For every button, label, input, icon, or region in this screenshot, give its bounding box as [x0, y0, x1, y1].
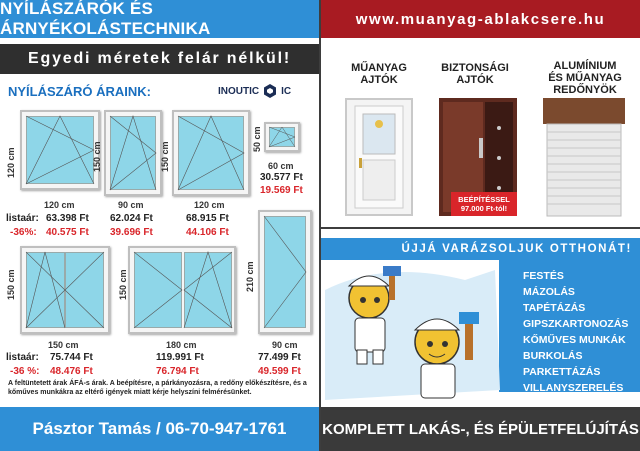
product-title-security-doors — [433, 62, 517, 86]
painter-mascots-image — [325, 250, 525, 400]
window-opening-lines — [174, 112, 248, 194]
left-subheader: Egyedi méretek felár nélkül! — [0, 44, 319, 74]
brand-ic: IC — [281, 85, 292, 97]
height-label: 120 cm — [6, 147, 16, 178]
price-list: 119.991 Ft — [156, 352, 204, 363]
mascot-drawing — [325, 250, 525, 400]
slogan: ÚJJÁ VARÁZSOLJUK OTTHONÁT! — [321, 238, 640, 260]
price-sale: 39.696 Ft — [110, 227, 153, 238]
shutter-image — [543, 98, 625, 218]
price-list: 62.024 Ft — [110, 213, 153, 224]
width-label: 90 cm — [272, 340, 298, 350]
contact-footer: Pásztor Tamás / 06-70-947-1761 — [0, 407, 319, 451]
service-item: GIPSZKARTONOZÁS — [523, 318, 629, 330]
window-60x50 — [264, 122, 300, 152]
price-list: 30.577 Ft — [260, 172, 303, 183]
product-title-shutters — [535, 60, 635, 96]
price-sale: 44.106 Ft — [186, 227, 229, 238]
service-item: MÁZOLÁS — [523, 286, 575, 298]
product-title-plastic-doors — [343, 62, 415, 86]
service-item: FESTÉS — [523, 270, 564, 282]
width-label: 180 cm — [166, 340, 197, 350]
height-label: 150 cm — [118, 269, 128, 300]
height-label: 50 cm — [252, 126, 262, 152]
window-opening-lines — [22, 248, 108, 332]
window-150x150 — [20, 246, 110, 334]
shutter-drawing — [543, 98, 625, 218]
service-item: BURKOLÁS — [523, 350, 583, 362]
price-list: 75.744 Ft — [50, 352, 93, 363]
window-180x150 — [128, 246, 236, 334]
width-label: 150 cm — [48, 340, 79, 350]
service-item: KŐMŰVES MUNKÁK — [523, 334, 626, 346]
door-drawing — [347, 100, 411, 214]
price-sale: 19.569 Ft — [260, 185, 303, 196]
brand-logo — [218, 84, 291, 98]
product-title-line: ÉS MŰANYAG — [548, 72, 622, 84]
renovation-footer: KOMPLETT LAKÁS-, ÉS ÉPÜLETFELÚJÍTÁS — [321, 407, 640, 451]
plastic-door-image — [345, 98, 413, 216]
window-opening-lines — [260, 212, 310, 332]
badge-line: 97.000 Ft-tól! — [460, 204, 508, 213]
width-label: 90 cm — [118, 200, 144, 210]
price-sale: 48.476 Ft — [50, 366, 93, 377]
height-label: 150 cm — [92, 141, 102, 172]
window-opening-lines — [130, 248, 234, 332]
left-header: NYÍLÁSZÁRÓK ÉS ÁRNYÉKOLÁSTECHNIKA — [0, 0, 319, 38]
product-title-line: AJTÓK — [360, 74, 398, 86]
list-label: listaár: — [6, 352, 39, 363]
website-header: www.muanyag-ablakcsere.hu — [321, 0, 640, 38]
price-sale: 49.599 Ft — [258, 366, 301, 377]
window-opening-lines — [106, 112, 160, 194]
service-item: PARKETTÁZÁS — [523, 366, 601, 378]
hexagon-icon — [263, 84, 277, 98]
product-title-line: ALUMÍNIUM — [553, 60, 617, 72]
price-badge — [451, 192, 517, 216]
window-120x150 — [172, 110, 250, 196]
window-opening-lines — [22, 112, 98, 188]
product-title-line: MŰANYAG — [351, 62, 407, 74]
product-title-line: AJTÓK — [456, 74, 494, 86]
width-label: 120 cm — [194, 200, 225, 210]
price-sale: 40.575 Ft — [46, 227, 89, 238]
price-note: A feltüntetett árak ÁFÁ-s árak. A beépítésre, a párkányozásra, a redőny előkészítésre, és a kőműves munkákra az eltérő igények miatt kérje helyszíni felmérésünket. — [8, 380, 307, 396]
price-list: 68.915 Ft — [186, 213, 229, 224]
left-panel — [0, 0, 319, 451]
window-90x210 — [258, 210, 312, 334]
product-title-line: REDŐNYÖK — [553, 84, 617, 96]
window-120x120 — [20, 110, 100, 190]
service-item: VILLANYSZERELÉS — [523, 382, 624, 394]
product-title-line: BIZTONSÁGI — [441, 62, 509, 74]
discount-label: -36 %: — [10, 366, 40, 377]
window-opening-lines — [266, 124, 298, 150]
price-list: 63.398 Ft — [46, 213, 89, 224]
price-sale: 76.794 Ft — [156, 366, 199, 377]
height-label: 150 cm — [160, 141, 170, 172]
section-divider — [321, 227, 640, 229]
right-panel — [321, 0, 640, 451]
width-label: 120 cm — [44, 200, 75, 210]
window-90x150 — [104, 110, 162, 196]
list-label: listaár: — [6, 213, 39, 224]
discount-label: -36%: — [10, 227, 37, 238]
service-item: TAPÉTÁZÁS — [523, 302, 586, 314]
brand-name: INOUTIC — [218, 85, 260, 97]
height-label: 150 cm — [6, 269, 16, 300]
width-label: 60 cm — [268, 161, 294, 171]
price-list: 77.499 Ft — [258, 352, 301, 363]
prices-title: NYÍLÁSZÁRÓ ÁRAINK: — [8, 84, 151, 99]
height-label: 210 cm — [245, 261, 255, 292]
badge-line: BEÉPÍTÉSSEL — [458, 195, 510, 204]
